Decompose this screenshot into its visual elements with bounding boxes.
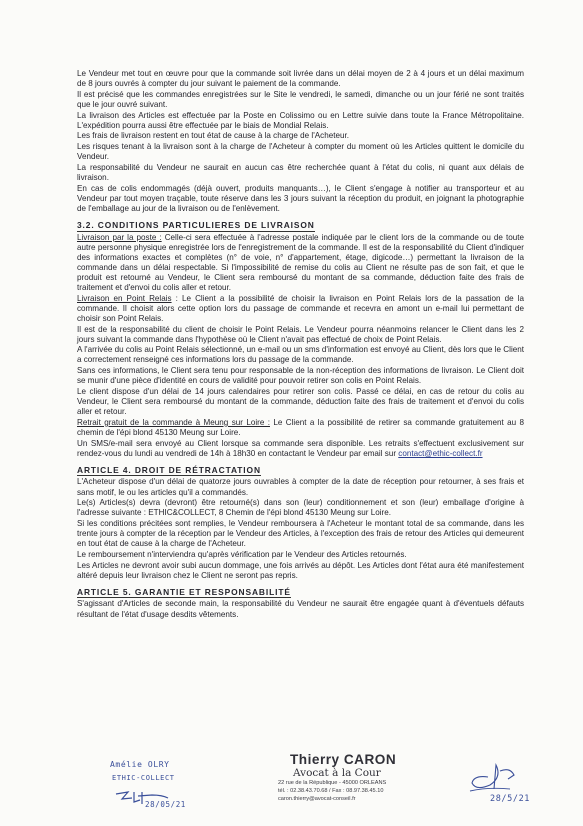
paragraph: A l'arrivée du colis au Point Relais sélectionné, un e-mail ou un sms d'information est envoyé au Client, dès lors que le Client a correctement renseigné ces informations lors du passage de la commande. bbox=[77, 345, 524, 365]
email-link[interactable]: contact@ethic-collect.fr bbox=[398, 448, 483, 458]
paragraph: Les frais de livraison restent en tout état de cause à la charge de l'Acheteur. bbox=[77, 131, 349, 141]
underlined-label: Livraison en Point Relais bbox=[77, 293, 172, 303]
paragraph: Si les conditions précitées sont remplies, le Vendeur remboursera à l'Acheteur le montant total de sa commande, dans les trente jours à compter de la réception par le Vendeur des Articles, à l'exception des frais de retour des Articles qui demeurent en tout état de cause à la charge de l'Acheteur. bbox=[77, 519, 524, 549]
section-heading: ARTICLE 4. DROIT DE RÉTRACTATION bbox=[77, 465, 261, 476]
handwritten-name: Amélie OLRY bbox=[110, 760, 170, 769]
paragraph bbox=[77, 233, 524, 294]
paragraph: S'agissant d'Articles de seconde main, la responsabilité du Vendeur ne saurait être engagée quant à d'éventuels défauts résultant de l'état d'usage desdits vêtements. bbox=[77, 599, 524, 619]
article-5 bbox=[77, 581, 524, 619]
section-heading: ARTICLE 5. GARANTIE ET RESPONSABILITÉ bbox=[77, 587, 291, 598]
paragraph: Le Vendeur met tout en œuvre pour que la commande soit livrée dans un délai moyen de 2 à 4 jours et un délai maximum de 8 jours ouvrés à compter du jour suivant le paiement de la commande. bbox=[77, 69, 524, 89]
intro-section bbox=[77, 69, 524, 214]
handwritten-date-right: 28/5/21 bbox=[490, 794, 531, 804]
paragraph-text: Celle-ci sera effectuée à l'adresse postale indiquée par le client lors de la commande ou de toute autre personne physique enregistrée lors de l'enregistrement de la commande. Il est de la responsabilité du Client d'indiquer des informations exactes et complètes (n° de voie, n° d'appartement, étage, digicode…) permettant la livraison de la commande dans un délai respectable. Si l'impossibilité de remise du colis au Client ne résulte pas de son fait, et que le produit est retourné au Vendeur, le Client sera remboursé du montant de sa commande, déduction faite des frais de traitement et d'envoi du colis aller et retour. bbox=[77, 232, 524, 293]
paragraph: La responsabilité du Vendeur ne saurait en aucun cas être recherchée quant à l'état du colis, ni quant aux délais de livraison. bbox=[77, 162, 524, 182]
document-body bbox=[77, 69, 524, 620]
section-heading: 3.2. CONDITIONS PARTICULIERES DE LIVRAISON bbox=[77, 220, 315, 231]
paragraph bbox=[77, 418, 524, 438]
paragraph: La livraison des Articles est effectuée par la Poste en Colissimo ou en Lettre suivie dans toute la France Métropolitaine. L'expédition pourra aussi être effectuée par le biais de Mondial Relais. bbox=[77, 110, 524, 130]
paragraph-text: Un SMS/e-mail sera envoyé au Client lorsque sa commande sera disponible. Les retraits s'effectuent exclusivement sur rendez-vous du lundi au vendredi de 14h à 18h30 en contactant le Vendeur par email sur bbox=[77, 438, 524, 458]
underlined-label: Livraison par la poste : bbox=[77, 232, 162, 242]
paragraph-text: Le Client a la possibilité de retirer sa commande gratuitement au 8 chemin de l'épi blond 45130 Meung sur Loire. bbox=[77, 417, 524, 437]
stamp-phone: tél. : 02.38.43.70.68 / Fax : 08.97.38.45.10 bbox=[278, 788, 384, 795]
paragraph: Les Articles ne devront avoir subi aucun dommage, une fois arrivés au dépôt. Les Articles dont l'état aura été manifestement altéré depuis leur livraison chez le Client ne seront pas repris. bbox=[77, 560, 524, 580]
underlined-label: Retrait gratuit de la commande à Meung sur Loire : bbox=[77, 417, 270, 427]
paragraph: En cas de colis endommagés (déjà ouvert, produits manquants…), le Client s'engage à notifier au transporteur et au Vendeur par tout moyen traçable, toute réserve dans les 3 jours suivant la réception du produit, en joignant la photographie de l'emballage au jour de la livraison ou de l'enlèvement. bbox=[77, 183, 524, 213]
paragraph-text: : Le Client a la possibilité de choisir la livraison en Point Relais lors de la passation de la commande. Il choisit alors cette option lors du passage de commande et recevra en amont un e-mail lui permettant de choisir son Point Relais. bbox=[77, 293, 524, 323]
section-3-2 bbox=[77, 214, 524, 458]
article-4 bbox=[77, 459, 524, 580]
stamp-email: caron.thierry@avocat-conseil.fr bbox=[278, 796, 356, 803]
paragraph: Le(s) Articles(s) devra (devront) être retourné(s) dans son (leur) conditionnement et son (leur) emballage d'origine à l'adresse suivante : ETHIC&COLLECT, 8 Chemin de l'épi blond 45130 Meung sur Loire. bbox=[77, 498, 524, 518]
paragraph: Le remboursement n'interviendra qu'après vérification par le Vendeur des Articles retournés. bbox=[77, 549, 407, 559]
paragraph: Les risques tenant à la livraison sont à la charge de l'Acheteur à compter du moment où les Articles quittent le domicile du Vendeur. bbox=[77, 142, 524, 162]
stamp-address: 22 rue de la République - 45000 ORLEANS bbox=[278, 780, 387, 786]
paragraph: Le client dispose d'un délai de 14 jours calendaires pour retirer son colis. Passé ce délai, en cas de retour du colis au Vendeur, le Client sera remboursé du montant de la commande, déduction faite des frais de traitement et d'envoi du colis aller et retour. bbox=[77, 386, 524, 417]
paragraph: Sans ces informations, le Client sera tenu pour responsable de la non-réception des informations de livraison. Le Client doit se munir d'une pièce d'identité en cours de validité pour pouvoir retirer son colis en Point Relais. bbox=[77, 366, 524, 386]
handwritten-company: ETHIC-COLLECT bbox=[112, 774, 175, 782]
lawyer-stamp bbox=[278, 752, 478, 804]
paragraph bbox=[77, 294, 524, 324]
paragraph: Il est précisé que les commandes enregistrées sur le Site le vendredi, le samedi, dimanche ou un jour férié ne sont traités que le jour ouvré suivant. bbox=[77, 89, 524, 109]
paragraph: Il est de la responsabilité du client de choisir le Point Relais. Le Vendeur pourra néanmoins relancer le Client dans les 2 jours suivant la commande dans l'hypothèse où le Client n'avait pas effectué de choix de Point Relais. bbox=[77, 324, 524, 344]
handwritten-date: 28/05/21 bbox=[145, 800, 186, 809]
paragraph: L'Acheteur dispose d'un délai de quatorze jours ouvrables à compter de la date de réception pour retourner, à ses frais et sans motif, le ou les articles qu'il a commandés. bbox=[77, 477, 524, 497]
stamp-role: Avocat à la Cour bbox=[293, 767, 381, 779]
stamp-name: Thierry CARON bbox=[290, 752, 397, 767]
paragraph bbox=[77, 439, 524, 459]
right-signature-icon bbox=[458, 757, 528, 797]
